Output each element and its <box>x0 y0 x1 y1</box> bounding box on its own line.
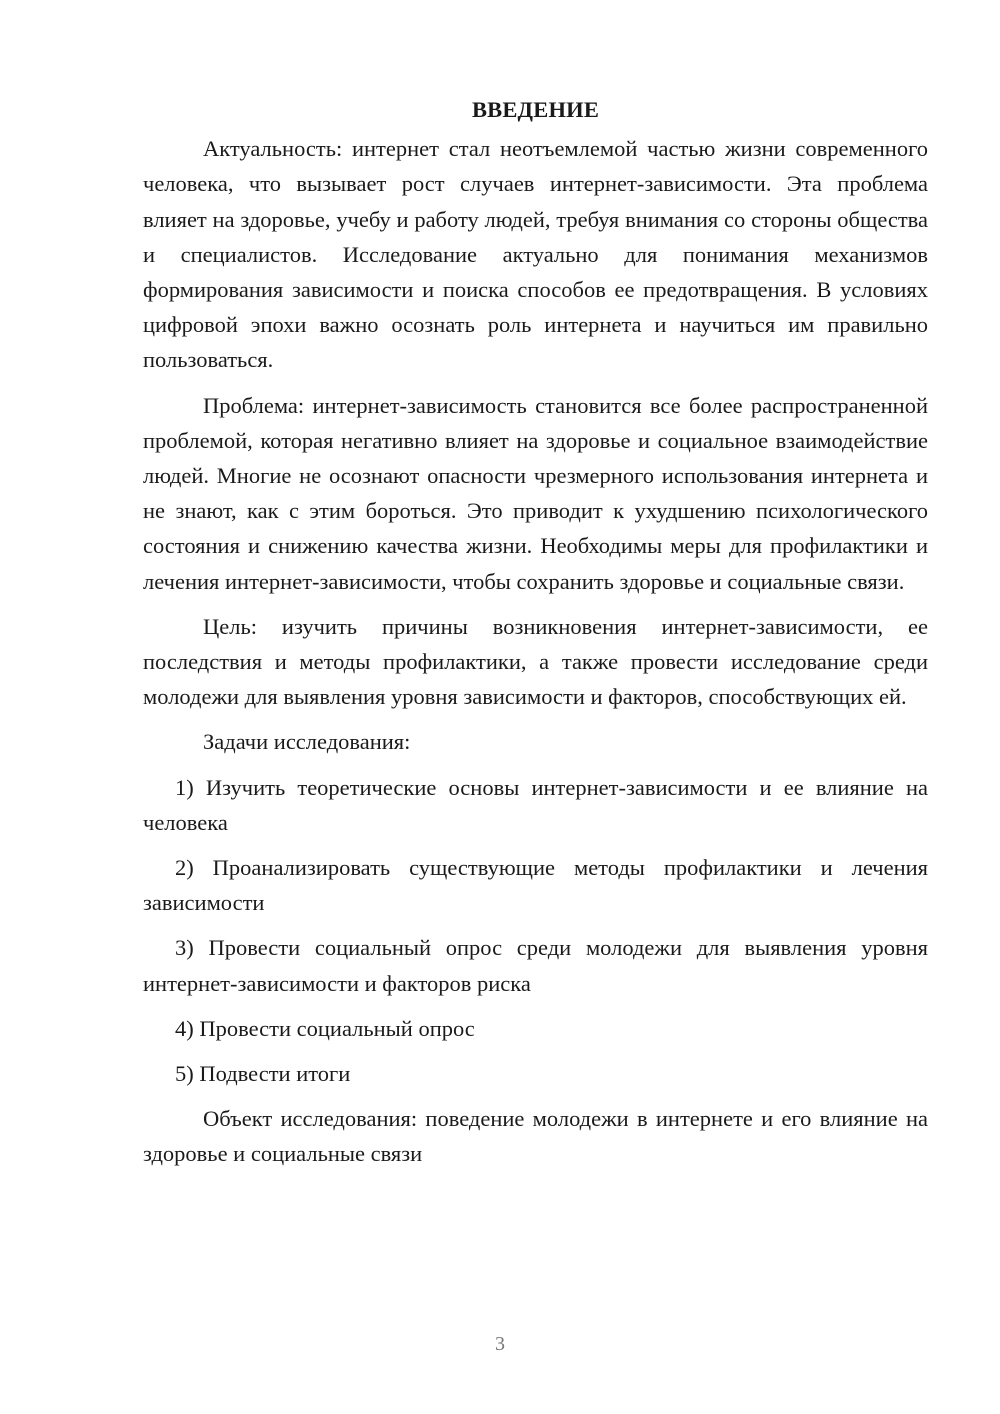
problem-paragraph: Проблема: интернет-зависимость становится все более распространенной проблемой, которая негативно влияет на здоровье и социальное взаимодействие людей. Многие не осознают опасности чрезмерного использования интернета и не знают, как с этим бороться. Это приводит к ухудшению психологического состояния и снижению качества жизни. Необходимы меры для профилактики и лечения интернет-зависимости, чтобы сохранить здоровье и социальные связи. <box>143 392 928 594</box>
page-title: ВВЕДЕНИЕ <box>471 97 600 122</box>
page-number: 3 <box>495 1333 505 1355</box>
task-item: 2) Проанализировать существующие методы профилактики и лечения зависимости <box>143 855 928 916</box>
object-paragraph: Объект исследования: поведение молодежи в интернете и его влияние на здоровье и социальные связи <box>143 1106 928 1167</box>
tasks-heading: Задачи исследования: <box>203 729 411 755</box>
task-item: 1) Изучить теоретические основы интернет-зависимости и ее влияние на человека <box>143 774 928 835</box>
tasks-list <box>143 770 928 1092</box>
goal-paragraph: Цель: изучить причины возникновения интернет-зависимости, ее последствия и методы профилактики, а также провести исследование среди молодежи для выявления уровня зависимости и факторов, способствующих ей. <box>143 613 928 710</box>
task-item: 5) Подвести итоги <box>175 1061 351 1087</box>
task-item: 4) Провести социальный опрос <box>175 1015 475 1041</box>
document-page <box>143 92 928 1182</box>
relevance-paragraph: Актуальность: интернет стал неотъемлемой частью жизни современного человека, что вызывает рост случаев интернет-зависимости. Эта проблема влияет на здоровье, учебу и работу людей, требуя внимания со стороны общества и специалистов. Исследование актуально для понимания механизмов формирования зависимости и поиска способов ее предотвращения. В условиях цифровой эпохи важно осознать роль интернета и научиться им правильно пользоваться. <box>143 136 928 373</box>
task-item: 3) Провести социальный опрос среди молодежи для выявления уровня интернет-зависимости и факторов риска <box>143 935 928 996</box>
